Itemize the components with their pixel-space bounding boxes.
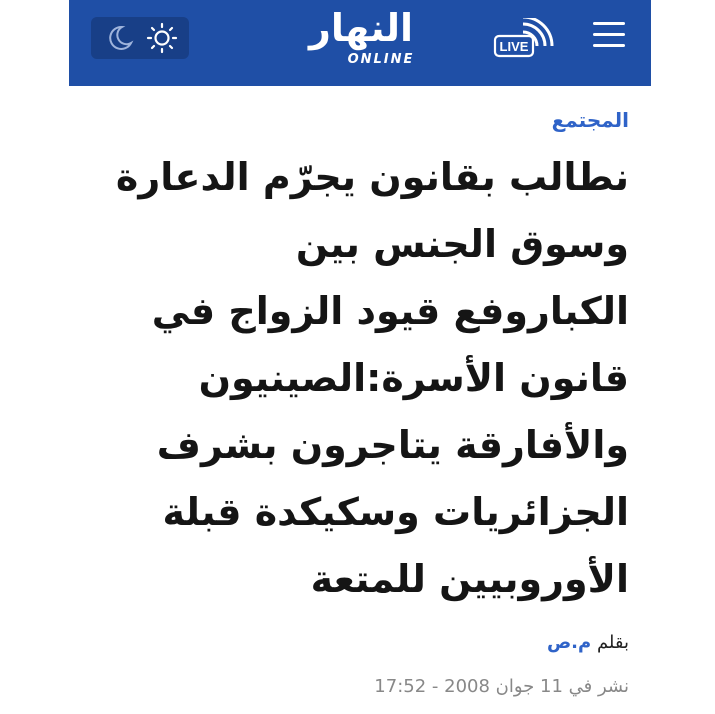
- headline-line: وسوق الجنس بين: [295, 222, 629, 266]
- publish-date: نشر في 11 جوان 2008 - 17:52: [374, 676, 629, 697]
- sun-icon[interactable]: [145, 22, 179, 54]
- theme-toggle: [91, 17, 189, 59]
- moon-icon[interactable]: [103, 24, 135, 52]
- article-page: [69, 0, 651, 714]
- logo-arabic-text: النهار: [308, 6, 414, 50]
- byline: [547, 632, 629, 653]
- headline-line: الأوروبيين للمتعة: [310, 557, 629, 601]
- headline-line: قانون الأسرة:الصينيون: [198, 356, 629, 400]
- logo-latin-text: ONLINE: [347, 52, 415, 67]
- live-button[interactable]: [493, 18, 555, 64]
- byline-prefix: بقلم: [596, 632, 629, 653]
- category-link[interactable]: المجتمع: [551, 108, 629, 132]
- live-label: LIVE: [499, 39, 529, 54]
- headline-line: والأفارقة يتاجرون بشرف: [156, 423, 629, 467]
- headline-line: الكباروفع قيود الزواج في: [151, 289, 629, 333]
- live-broadcast-icon: [493, 18, 555, 64]
- top-navigation-bar: [69, 0, 651, 86]
- author-link[interactable]: م.ص: [546, 632, 592, 653]
- headline-line: نطالب بقانون يجرّم الدعارة: [115, 155, 629, 199]
- site-logo[interactable]: [291, 6, 431, 76]
- headline-line: الجزائريات وسكيكدة قبلة: [162, 490, 629, 534]
- hamburger-menu-icon[interactable]: [593, 22, 625, 52]
- article-headline: [89, 144, 629, 613]
